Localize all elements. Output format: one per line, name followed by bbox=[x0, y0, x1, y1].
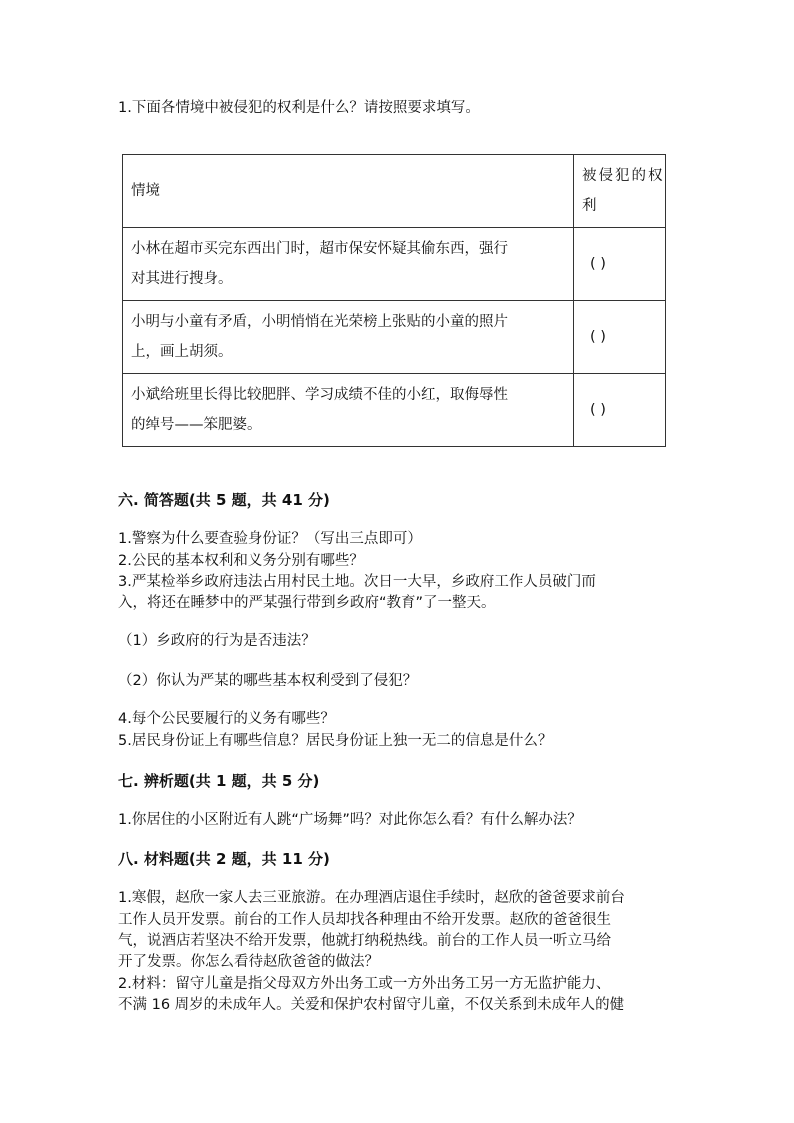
s8-q1-line3: 气，说酒店若坚决不给开发票，他就打纳税热线。前台的工作人员一听立马给 bbox=[118, 933, 611, 949]
s6-q4: 4.每个公民要履行的义务有哪些？ bbox=[118, 711, 335, 727]
s8-q2-line1: 2.材料：留守儿童是指父母双方外出务工或一方外出务工另一方无监护能力、 bbox=[118, 976, 611, 992]
s8-q1-line2: 工作人员开发票。前台的工作人员却找各种理由不给开发票。赵欣的爸爸很生 bbox=[118, 912, 611, 928]
situation-line: 上，画上胡须。 bbox=[131, 344, 233, 360]
s8-q1-line4: 开了发票。你怎么看待赵欣爸爸的做法？ bbox=[118, 954, 379, 970]
situation-line: 小明与小童有矛盾，小明悄悄在光荣榜上张贴的小童的照片 bbox=[131, 314, 508, 330]
situation-line: 小斌给班里长得比较肥胖、学习成绩不佳的小红，取侮辱性 bbox=[131, 387, 508, 403]
s7-q1: 1.你居住的小区附近有人跳“广场舞”吗？对此你怎么看？有什么解办法？ bbox=[118, 812, 582, 828]
table-row bbox=[123, 228, 666, 301]
table-header-row bbox=[123, 155, 666, 228]
situation-line: 小林在超市买完东西出门时，超市保安怀疑其偷东西，强行 bbox=[131, 241, 508, 257]
s6-q2: 2.公民的基本权利和义务分别有哪些？ bbox=[118, 553, 364, 569]
s6-q3-sub1: （1）乡政府的行为是否违法？ bbox=[118, 633, 316, 649]
header-violated-right bbox=[574, 155, 666, 228]
s8-q1-line1: 1.寒假，赵欣一家人去三亚旅游。在办理酒店退住手续时，赵欣的爸爸要求前台 bbox=[118, 890, 625, 906]
s6-q5: 5.居民身份证上有哪些信息？居民身份证上独一无二的信息是什么？ bbox=[118, 733, 553, 749]
header-situation: 情境 bbox=[123, 155, 574, 228]
answer-blank[interactable] bbox=[574, 228, 666, 301]
answer-parens: ( ) bbox=[590, 256, 606, 272]
s6-q1: 1.警察为什么要查验身份证？（写出三点即可） bbox=[118, 531, 422, 547]
table-row bbox=[123, 374, 666, 447]
situation-line: 对其进行搜身。 bbox=[131, 271, 233, 287]
s6-q3-line1: 3.严某检举乡政府违法占用村民土地。次日一大早，乡政府工作人员破门而 bbox=[118, 574, 596, 590]
situation-line: 的绰号——笨肥婆。 bbox=[131, 417, 262, 433]
table-row bbox=[123, 301, 666, 374]
answer-blank[interactable] bbox=[574, 374, 666, 447]
situation-cell bbox=[123, 374, 574, 447]
section-6-title: 六. 简答题(共 5 题，共 41 分) bbox=[118, 491, 330, 509]
s6-q3-sub2: （2）你认为严某的哪些基本权利受到了侵犯？ bbox=[118, 673, 418, 689]
situation-cell bbox=[123, 228, 574, 301]
question-intro: 1.下面各情境中被侵犯的权利是什么？请按照要求填写。 bbox=[118, 100, 480, 116]
header-right-line2: 利 bbox=[582, 198, 597, 214]
s8-q2-line2: 不满 16 周岁的未成年人。关爱和保护农村留守儿童，不仅关系到未成年人的健 bbox=[118, 997, 625, 1013]
s6-q3-line2: 入，将还在睡梦中的严某强行带到乡政府“教育”了一整天。 bbox=[118, 595, 496, 611]
section-7-title: 七. 辨析题(共 1 题，共 5 分) bbox=[118, 772, 320, 790]
header-right-line1: 被侵犯的权 bbox=[582, 168, 665, 184]
situation-cell bbox=[123, 301, 574, 374]
rights-table bbox=[122, 154, 666, 447]
answer-parens: ( ) bbox=[590, 329, 606, 345]
answer-parens: ( ) bbox=[590, 402, 606, 418]
answer-blank[interactable] bbox=[574, 301, 666, 374]
section-8-title: 八. 材料题(共 2 题，共 11 分) bbox=[118, 850, 330, 868]
